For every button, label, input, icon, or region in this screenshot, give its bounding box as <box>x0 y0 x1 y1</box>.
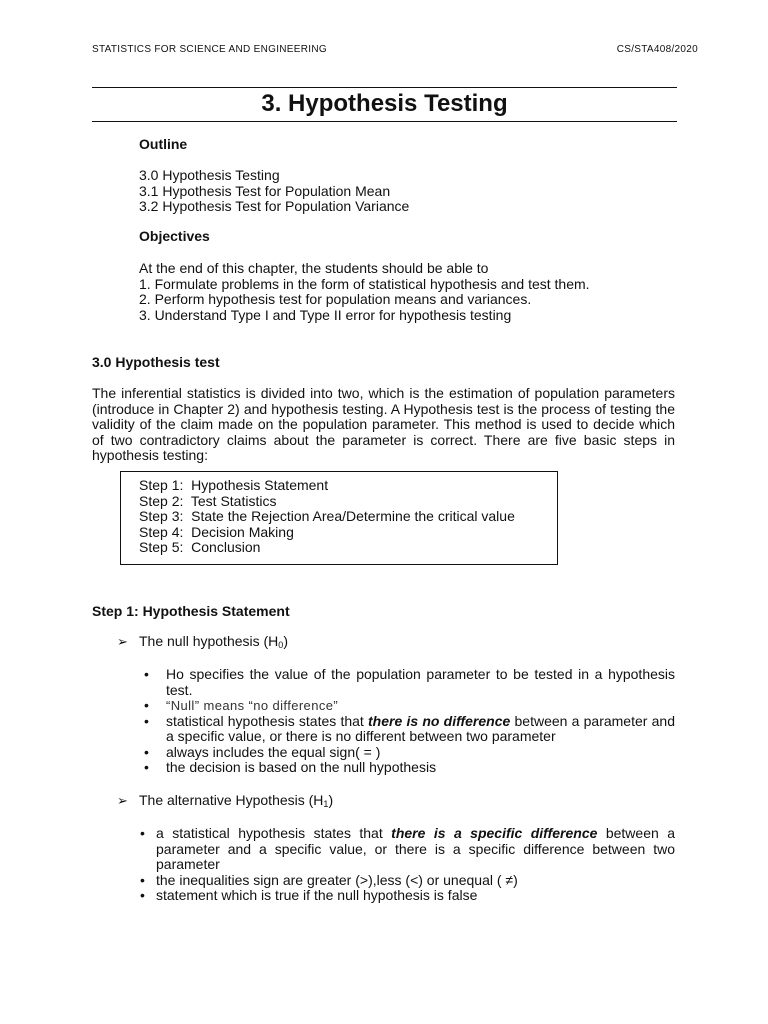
step-item: Step 4: Decision Making <box>139 523 294 540</box>
list-item: • Ho specifies the value of the population parameter to be tested in a hypothesis test. <box>144 666 675 698</box>
step-item: Step 1: Hypothesis Statement <box>139 477 329 493</box>
title-rule-bottom <box>92 121 677 122</box>
objectives-list <box>139 261 590 323</box>
outline-heading: Outline <box>139 136 188 152</box>
running-header-title: STATISTICS FOR SCIENCE AND ENGINEERING <box>92 44 327 55</box>
objective-item: 2. Perform hypothesis test for population means and variances. <box>139 291 532 307</box>
null-hypothesis-bullets <box>144 666 675 776</box>
section-heading-3-0: 3.0 Hypothesis test <box>92 354 220 370</box>
step-item: Step 2: Test Statistics <box>139 492 277 509</box>
outline-item: 3.2 Hypothesis Test for Population Variance <box>139 198 410 214</box>
outline-item: 3.1 Hypothesis Test for Population Mean <box>139 182 391 199</box>
step-item: Step 5: Conclusion <box>139 539 261 555</box>
step-item: Step 3: State the Rejection Area/Determine the critical value <box>139 508 515 524</box>
list-item: • the inequalities sign are greater (>),less (<) or unequal ( ≠) <box>140 871 518 888</box>
list-item: • “Null” means “no difference” <box>144 697 339 713</box>
list-item: • always includes the equal sign( = ) <box>144 743 381 760</box>
list-item: • statement which is true if the null hypothesis is false <box>140 887 478 903</box>
arrow-bullet-icon: ➢ <box>117 793 128 808</box>
list-item: • the decision is based on the null hypothesis <box>144 759 437 775</box>
objective-item: 1. Formulate problems in the form of statistical hypothesis and test them. <box>139 275 590 292</box>
null-hypothesis-label: The null hypothesis $(H_0)$ <box>139 633 288 650</box>
section-3-0-paragraph: The inferential statistics is divided into two, which is the estimation of population parameters (introduce in Chapter 2) and hypothesis testing. A Hypothesis test is the process of testing the validity of the claim made on the population parameter. This method is used to decide which of two contradictory claims about the parameter is correct. There are five basic steps in hypothesis testing: <box>92 385 675 463</box>
alt-hypothesis-bullets <box>140 825 675 904</box>
objectives-heading: Objectives <box>139 228 210 244</box>
steps-list <box>139 478 515 556</box>
arrow-bullet-icon: ➢ <box>117 634 128 649</box>
page-title: 3. Hypothesis Testing <box>261 90 508 117</box>
alt-hypothesis-label: The alternative Hypothesis $(H_1)$ <box>139 792 334 809</box>
step1-heading: Step 1: Hypothesis Statement <box>92 603 290 619</box>
outline-item: 3.0 Hypothesis Testing <box>139 167 280 183</box>
list-item: • statistical hypothesis states that there is no difference between a parameter and a specific value, or there is no different between two parameter <box>144 712 675 744</box>
running-header-code: CS/STA408/2020 <box>616 44 698 55</box>
objective-item: 3. Understand Type I and Type II error for hypothesis testing <box>139 306 512 323</box>
list-item: • a statistical hypothesis states that there is a specific difference between a parameter and a specific value, or there is a specific difference between two parameter <box>140 825 675 872</box>
objectives-intro: At the end of this chapter, the students should be able to <box>139 260 489 276</box>
title-rule-top <box>92 87 677 88</box>
outline-list <box>139 168 409 215</box>
